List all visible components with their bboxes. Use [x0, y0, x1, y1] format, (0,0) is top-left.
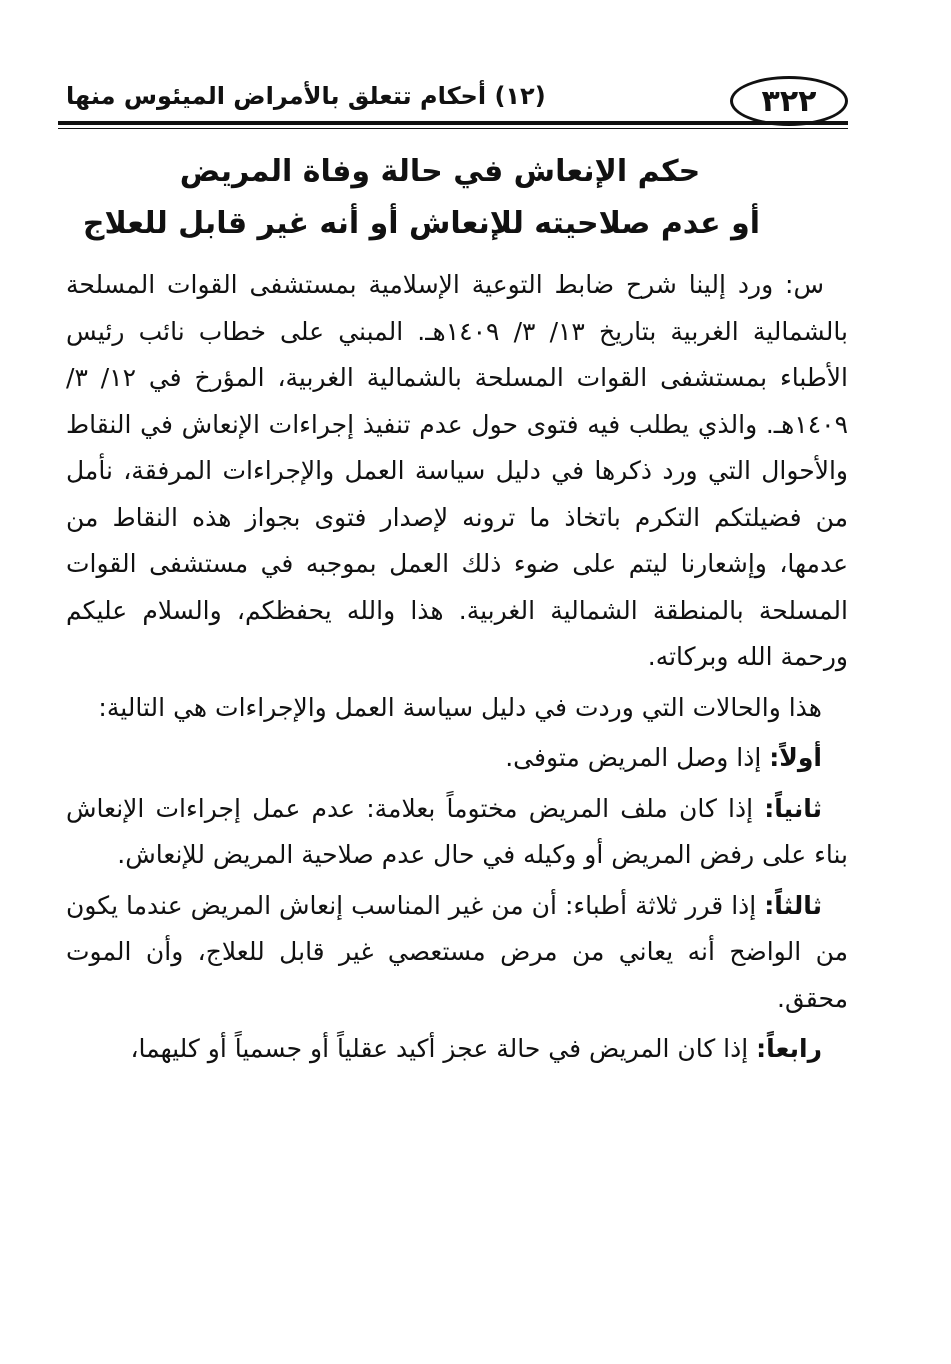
case-text: إذا قرر ثلاثة أطباء: أن من غير المناسب إنعاش المريض عندما يكون من الواضح أنه يعاني من مرض مستعصي غير قابل للعلاج، وأن الموت محقق.: [66, 890, 848, 1013]
case-label: ثالثاً:: [764, 890, 822, 920]
question-paragraph: س: ورد إلينا شرح ضابط التوعية الإسلامية بمستشفى القوات المسلحة بالشمالية الغربية بتاريخ ١٣/ ٣/ ١٤٠٩هـ. المبني على خطاب نائب رئيس الأطباء بمستشفى القوات المسلحة بالشمالية الغربية، المؤرخ في ١٢/ ٣/ ١٤٠٩هـ. والذي يطلب فيه فتوى حول عدم تنفيذ إجراءات الإنعاش في النقاط والأحوال التي ورد ذكرها في دليل سياسة العمل والإجراءات المرفقة، نأمل من فضيلتكم التكرم باتخاذ ما ترونه لإصدار فتوى بجواز هذه النقاط من عدمها، وإشعارنا ليتم على ضوء ذلك العمل بموجبه في مستشفى القوات المسلحة بالمنطقة الشمالية الغربية. هذا والله يحفظكم، والسلام عليكم ورحمة الله وبركاته.: [66, 270, 848, 671]
case-item: [66, 883, 848, 1023]
case-label: أولاً:: [769, 743, 822, 772]
body-text: [66, 262, 848, 1077]
case-item: [66, 1026, 848, 1073]
running-title: (١٢) أحكام تتعلق بالأمراض الميئوس منها: [66, 82, 546, 110]
header-rule-thick: [58, 121, 848, 125]
intro-paragraph: هذا والحالات التي وردت في دليل سياسة العمل والإجراءات هي التالية:: [98, 692, 822, 722]
page-header: [58, 72, 848, 128]
page-number: ٣٢٢: [730, 76, 848, 126]
case-text: إذا كان ملف المريض مختوماً بعلامة: عدم عمل إجراءات الإنعاش بناء على رفض المريض أو وكيله في حال عدم صلاحية المريض للإنعاش.: [66, 793, 848, 869]
title-line-2: أو عدم صلاحيته للإنعاش أو أنه غير قابل للعلاج: [82, 206, 760, 241]
case-item: [66, 786, 848, 879]
header-rule-thin: [58, 128, 848, 129]
case-text: إذا وصل المريض متوفى.: [505, 743, 762, 772]
case-label: ثانياً:: [764, 793, 822, 823]
case-text: إذا كان المريض في حالة عجز أكيد عقلياً أو جسمياً أو كليهما،: [130, 1034, 749, 1063]
case-item: [66, 735, 848, 782]
case-label: رابعاً:: [756, 1034, 822, 1063]
section-title: [82, 146, 760, 250]
title-line-1: حكم الإنعاش في حالة وفاة المريض: [179, 154, 701, 189]
